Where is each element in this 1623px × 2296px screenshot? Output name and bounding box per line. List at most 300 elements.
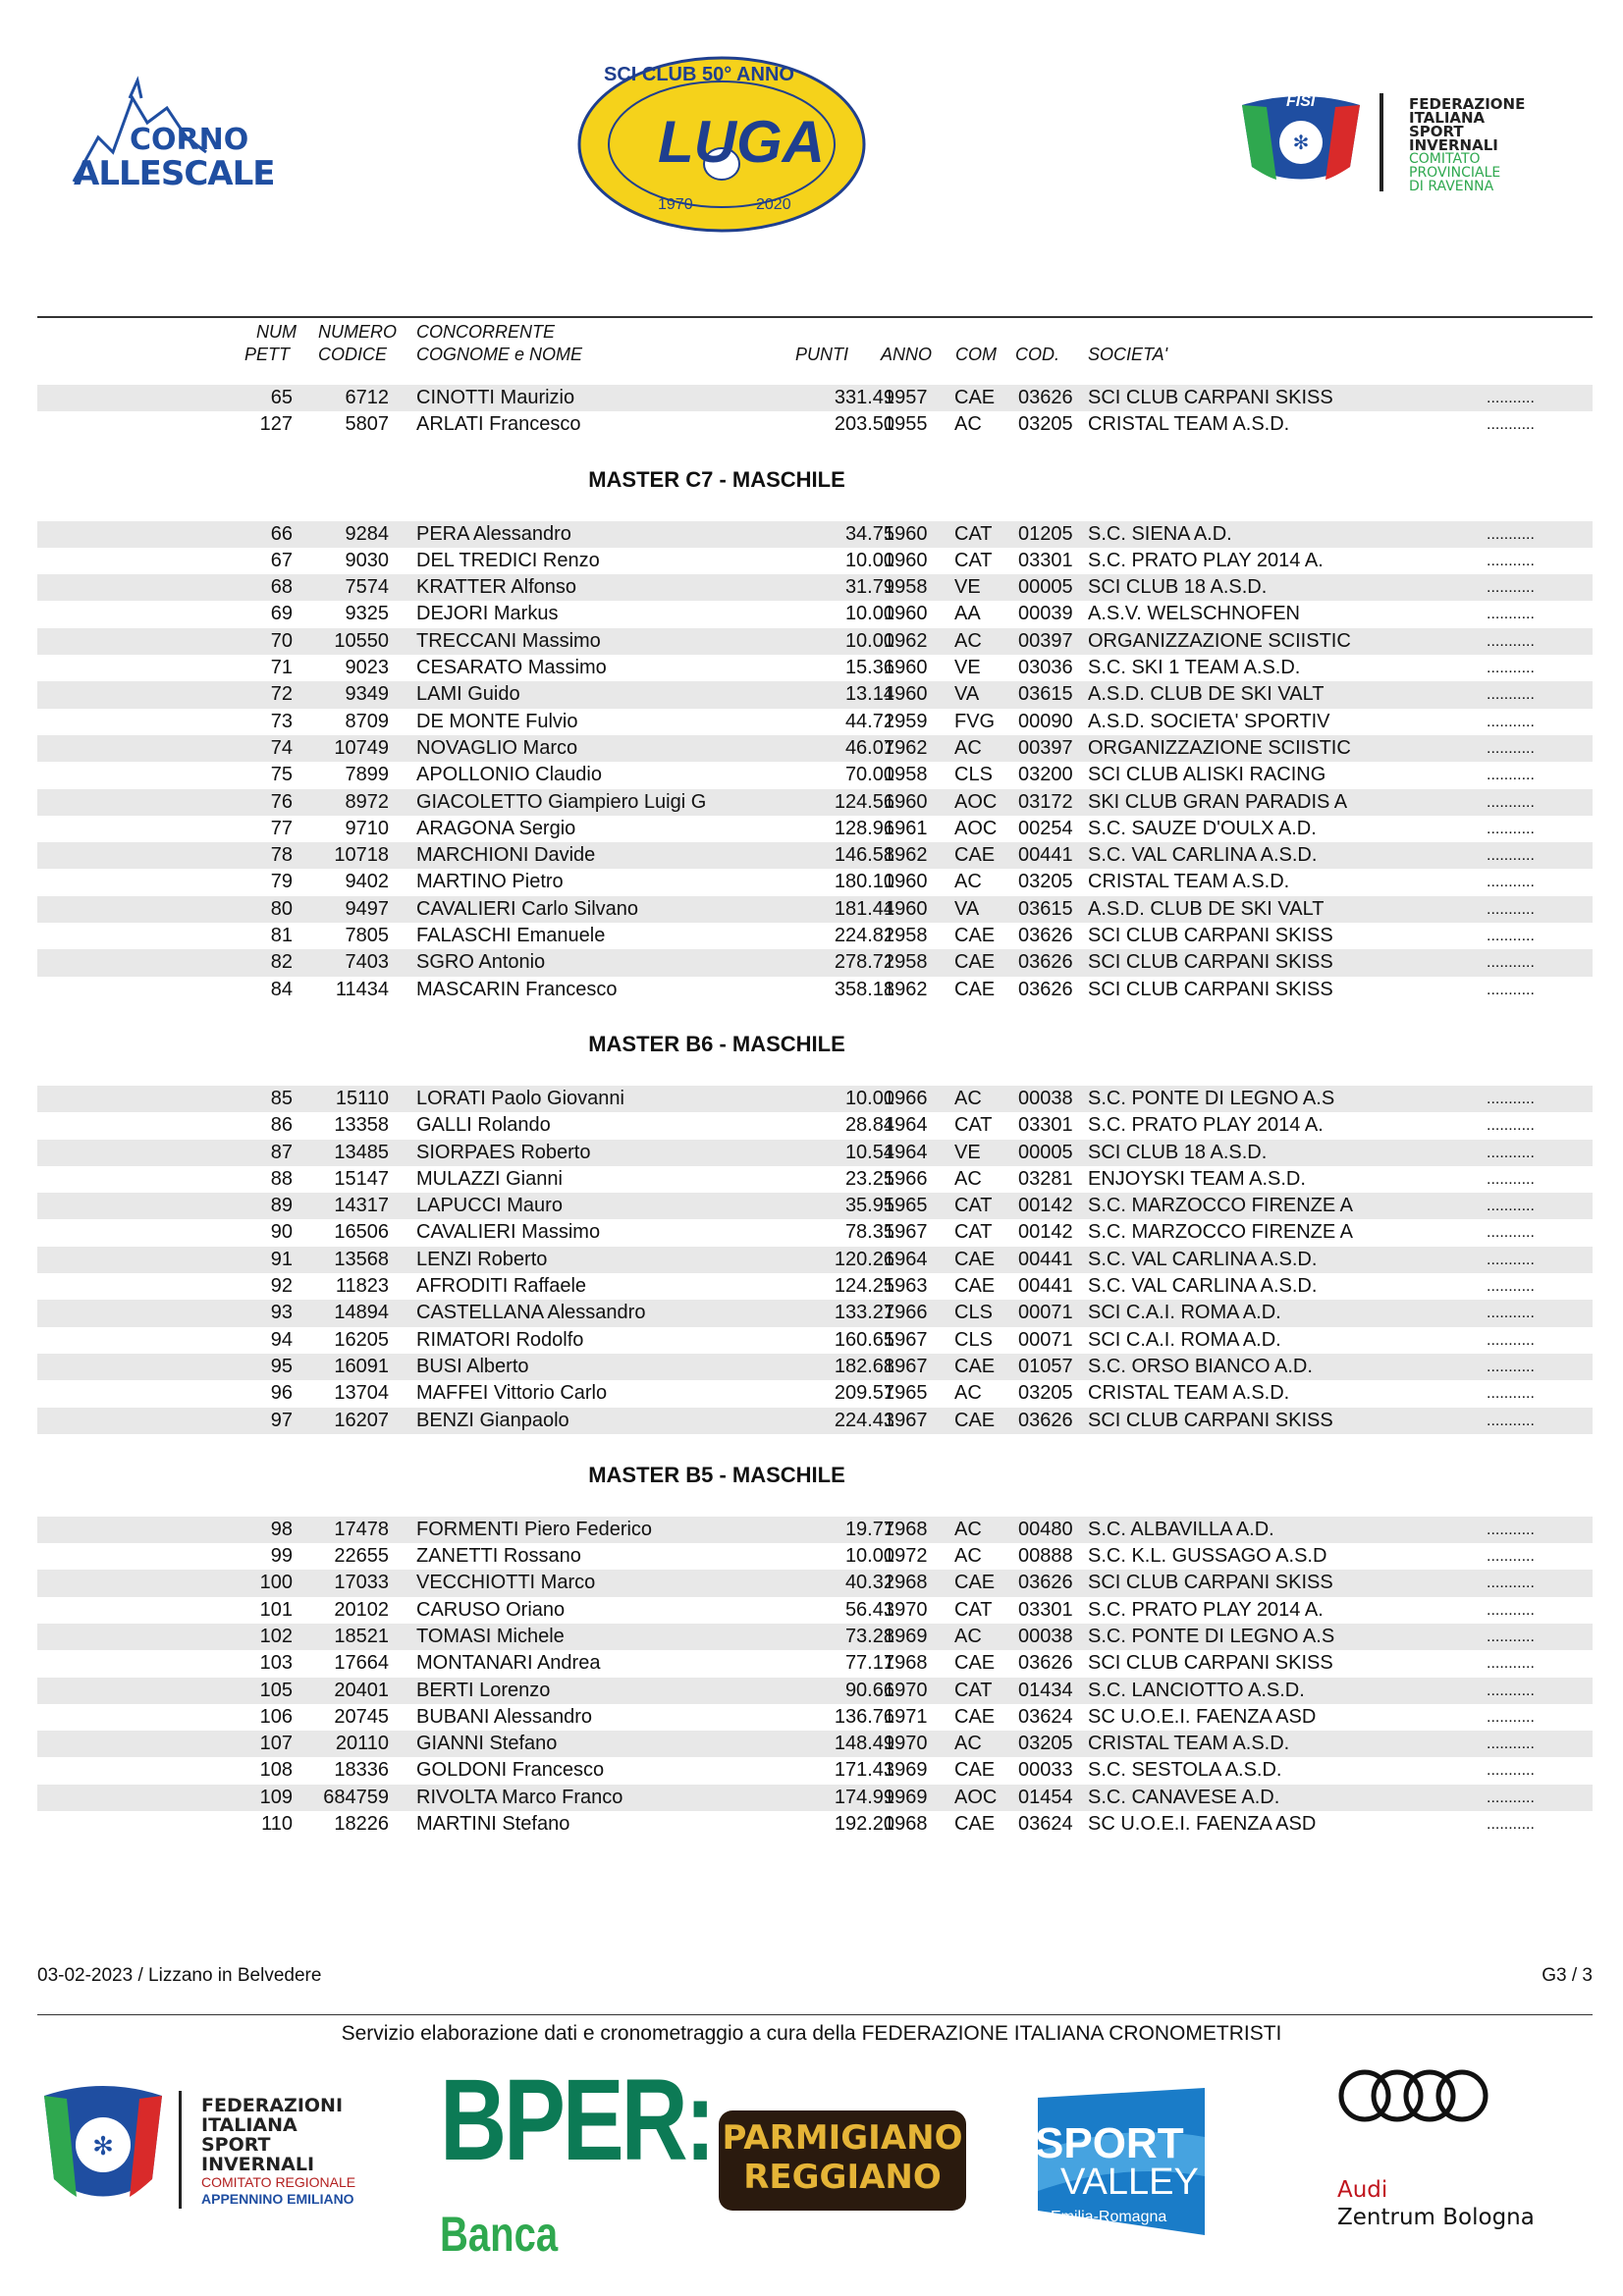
cell-name: AFRODITI Raffaele: [416, 1275, 587, 1298]
cell-code: 9710: [345, 817, 389, 839]
cell-com: CLS: [954, 1328, 993, 1351]
cell-name: ZANETTI Rossano: [416, 1545, 581, 1568]
cell-code: 5807: [345, 413, 389, 436]
cell-cod: 03205: [1018, 413, 1073, 436]
col-punti: PUNTI: [795, 345, 848, 364]
cell-pett: 91: [270, 1248, 293, 1270]
cell-cod: 00254: [1018, 817, 1073, 839]
cell-cod: 01434: [1018, 1679, 1073, 1701]
cell-code: 14894: [334, 1302, 389, 1324]
cell-dots: ...........: [1487, 767, 1535, 784]
cell-name: MULAZZI Gianni: [416, 1167, 563, 1190]
table-row: [37, 789, 1593, 816]
cell-com: CAT: [954, 1195, 993, 1217]
cell-dots: ...........: [1487, 793, 1535, 811]
cell-pts: 73.28: [844, 1625, 894, 1647]
cell-soc: S.C. VAL CARLINA A.S.D.: [1088, 1248, 1318, 1270]
cell-name: FORMENTI Piero Federico: [416, 1518, 653, 1540]
cell-name: SGRO Antonio: [416, 951, 546, 974]
cell-soc: SCI C.A.I. ROMA A.D.: [1088, 1302, 1281, 1324]
cell-anno: 1964: [884, 1141, 928, 1163]
cell-com: CAE: [954, 1572, 996, 1594]
cell-com: CAT: [954, 549, 993, 571]
cell-dots: ...........: [1487, 713, 1535, 730]
cell-soc: ENJOYSKI TEAM A.S.D.: [1088, 1167, 1306, 1190]
table-row: [37, 385, 1593, 411]
cell-pett: 90: [270, 1221, 293, 1244]
cell-soc: SCI CLUB CARPANI SKISS: [1088, 387, 1333, 408]
cell-cod: 03626: [1018, 387, 1073, 408]
table-row: [37, 655, 1593, 681]
cell-pett: 84: [270, 978, 293, 1000]
cell-name: DEJORI Markus: [416, 603, 559, 625]
cell-name: PERA Alessandro: [416, 522, 571, 545]
cell-com: CAE: [954, 1409, 996, 1431]
cell-name: DEL TREDICI Renzo: [416, 549, 600, 571]
cell-soc: SC U.O.E.I. FAENZA ASD: [1088, 1813, 1317, 1836]
cell-pett: 105: [259, 1679, 293, 1701]
cell-dots: ...........: [1487, 820, 1535, 837]
cell-soc: S.C. ALBAVILLA A.D.: [1088, 1518, 1274, 1540]
cell-com: CAE: [954, 1759, 996, 1782]
cell-soc: A.S.D. CLUB DE SKI VALT: [1088, 683, 1325, 706]
corno-logo-line2: ALLESCALE: [74, 154, 275, 193]
cell-cod: 03301: [1018, 1598, 1073, 1621]
cell-com: CAE: [954, 387, 996, 408]
cell-pett: 100: [259, 1572, 293, 1594]
parmigiano-line2: REGGIANO: [743, 2158, 942, 2197]
cell-code: 18336: [334, 1759, 389, 1782]
bper-logo-text: BPER:: [440, 2056, 713, 2185]
cell-pett: 102: [259, 1625, 293, 1647]
cell-com: CAE: [954, 1705, 996, 1728]
cell-cod: 00397: [1018, 736, 1073, 759]
cell-pts: 174.99: [834, 1786, 894, 1808]
section-title: MASTER B6 - MASCHILE: [588, 1031, 845, 1056]
cell-pett: 96: [270, 1382, 293, 1405]
cell-name: CARUSO Oriano: [416, 1598, 566, 1621]
cell-code: 9497: [345, 897, 389, 920]
cell-pett: 72: [270, 683, 293, 706]
sci-club-luga-logo: [574, 54, 869, 236]
sport-valley-line3: Emilia-Romagna: [1051, 2209, 1167, 2225]
cell-pts: 224.82: [834, 925, 894, 947]
cell-pts: 13.14: [844, 683, 894, 706]
cell-name: CAVALIERI Massimo: [416, 1221, 601, 1244]
cell-pett: 79: [270, 871, 293, 893]
cell-soc: SCI CLUB CARPANI SKISS: [1088, 925, 1333, 947]
cell-pett: 87: [270, 1141, 293, 1163]
cell-cod: 03626: [1018, 1572, 1073, 1594]
cell-anno: 1966: [884, 1302, 928, 1324]
cell-cod: 00441: [1018, 1275, 1073, 1298]
cell-anno: 1969: [884, 1786, 928, 1808]
cell-pett: 73: [270, 710, 293, 732]
cell-dots: ...........: [1487, 1548, 1535, 1566]
cell-name: CASTELLANA Alessandro: [416, 1302, 646, 1324]
cell-name: TOMASI Michele: [416, 1625, 565, 1647]
cell-name: MARTINO Pietro: [416, 871, 564, 893]
cell-anno: 1966: [884, 1087, 928, 1109]
cell-name: BUSI Alberto: [416, 1355, 529, 1377]
luga-ring-text: SCI CLUB 50° ANNO: [604, 64, 794, 85]
cell-cod: 03205: [1018, 871, 1073, 893]
cell-code: 7403: [345, 951, 389, 974]
cell-cod: 03624: [1018, 1813, 1073, 1836]
cell-name: CESARATO Massimo: [416, 657, 607, 679]
cell-cod: 03205: [1018, 1382, 1073, 1405]
table-row: [37, 1380, 1593, 1407]
cell-soc: S.C. CANAVESE A.D.: [1088, 1786, 1280, 1808]
cell-com: CAE: [954, 925, 996, 947]
table-row: [37, 1408, 1593, 1434]
cell-code: 9284: [345, 522, 389, 545]
cell-com: AOC: [954, 1786, 998, 1808]
cell-name: ARLATI Francesco: [416, 413, 581, 436]
cell-anno: 1964: [884, 1248, 928, 1270]
cell-anno: 1960: [884, 549, 928, 571]
table-row: [37, 735, 1593, 762]
cell-dots: ...........: [1487, 874, 1535, 891]
cell-name: KRATTER Alfonso: [416, 576, 577, 599]
cell-pett: 67: [270, 549, 293, 571]
cell-pts: 19.77: [844, 1518, 894, 1540]
cell-pts: 10.00: [844, 549, 894, 571]
cell-com: AC: [954, 1167, 982, 1190]
table-row: [37, 1219, 1593, 1246]
cell-dots: ...........: [1487, 1628, 1535, 1645]
cell-cod: 00005: [1018, 576, 1073, 599]
corno-alle-scale-logo: [69, 69, 295, 206]
cell-name: SIORPAES Roberto: [416, 1141, 591, 1163]
audi-zentrum-logo: [1335, 2066, 1591, 2243]
cell-pts: 10.00: [844, 1087, 894, 1109]
cell-pts: 31.79: [844, 576, 894, 599]
audi-rings-icon: [1335, 2066, 1492, 2125]
svg-text:✻: ✻: [1292, 133, 1310, 154]
table-row: [37, 842, 1593, 869]
cell-dots: ...........: [1487, 686, 1535, 704]
cell-code: 20745: [334, 1705, 389, 1728]
cell-cod: 01454: [1018, 1786, 1073, 1808]
cell-anno: 1960: [884, 790, 928, 813]
cell-anno: 1960: [884, 522, 928, 545]
cell-anno: 1970: [884, 1733, 928, 1755]
cell-cod: 03626: [1018, 925, 1073, 947]
cell-name: VECCHIOTTI Marco: [416, 1572, 596, 1594]
cell-dots: ...........: [1487, 1170, 1535, 1188]
table-row: [37, 548, 1593, 574]
cell-pett: 92: [270, 1275, 293, 1298]
cell-com: CAE: [954, 844, 996, 867]
cell-name: MARTINI Stefano: [416, 1813, 570, 1836]
cell-pts: 78.35: [844, 1221, 894, 1244]
table-row: [37, 601, 1593, 627]
cell-pts: 70.00: [844, 764, 894, 786]
table-row: [37, 574, 1593, 601]
cell-soc: S.C. VAL CARLINA A.S.D.: [1088, 1275, 1318, 1298]
table-row: [37, 923, 1593, 949]
cell-pts: 148.49: [834, 1733, 894, 1755]
cell-code: 9349: [345, 683, 389, 706]
table-row: [37, 1543, 1593, 1570]
table-row: [37, 628, 1593, 655]
cell-pts: 180.10: [834, 871, 894, 893]
luga-year-right: 2020: [756, 196, 791, 213]
cell-pts: 44.72: [844, 710, 894, 732]
cell-code: 9402: [345, 871, 389, 893]
cell-pett: 66: [270, 522, 293, 545]
cell-name: LAMI Guido: [416, 683, 520, 706]
cell-pett: 80: [270, 897, 293, 920]
cell-anno: 1964: [884, 1114, 928, 1137]
cell-pts: 46.07: [844, 736, 894, 759]
fisi-appennino-logo: [39, 2081, 363, 2218]
cell-name: BERTI Lorenzo: [416, 1679, 551, 1701]
cell-pts: 146.58: [834, 844, 894, 867]
cell-cod: 00039: [1018, 603, 1073, 625]
cell-pts: 133.27: [834, 1302, 894, 1324]
cell-cod: 00090: [1018, 710, 1073, 732]
cell-soc: SCI CLUB ALISKI RACING: [1088, 764, 1326, 786]
fisi-top-divider: [1380, 93, 1383, 191]
cell-pett: 68: [270, 576, 293, 599]
section-title: MASTER C7 - MASCHILE: [588, 466, 845, 492]
cell-com: CAT: [954, 1598, 993, 1621]
cell-name: ARAGONA Sergio: [416, 817, 576, 839]
cell-dots: ...........: [1487, 1762, 1535, 1780]
cell-soc: SCI CLUB CARPANI SKISS: [1088, 1652, 1333, 1675]
cell-com: CAE: [954, 951, 996, 974]
col-cod: COD.: [1015, 345, 1059, 364]
cell-cod: 00071: [1018, 1302, 1073, 1324]
cell-pts: 209.57: [834, 1382, 894, 1405]
cell-code: 13568: [334, 1248, 389, 1270]
table-row: [37, 1517, 1593, 1543]
cell-code: 18521: [334, 1625, 389, 1647]
cell-soc: CRISTAL TEAM A.S.D.: [1088, 871, 1290, 893]
cell-soc: SCI CLUB CARPANI SKISS: [1088, 1409, 1333, 1431]
table-row: [37, 762, 1593, 788]
cell-soc: S.C. PONTE DI LEGNO A.S: [1088, 1087, 1335, 1109]
cell-anno: 1966: [884, 1167, 928, 1190]
cell-pts: 15.36: [844, 657, 894, 679]
cell-name: APOLLONIO Claudio: [416, 764, 602, 786]
footer-page-number: G3 / 3: [1542, 1965, 1593, 1986]
cell-cod: 00888: [1018, 1545, 1073, 1568]
cell-cod: 00480: [1018, 1518, 1073, 1540]
cell-anno: 1957: [884, 387, 928, 408]
cell-code: 9023: [345, 657, 389, 679]
col-anno: ANNO: [881, 345, 933, 364]
cell-pts: 124.56: [834, 790, 894, 813]
cell-soc: S.C. K.L. GUSSAGO A.S.D: [1088, 1545, 1327, 1568]
cell-dots: ...........: [1487, 954, 1535, 972]
cell-cod: 00397: [1018, 629, 1073, 652]
cell-soc: S.C. SIENA A.D.: [1088, 522, 1232, 545]
table-row: [37, 816, 1593, 842]
cell-cod: 00142: [1018, 1221, 1073, 1244]
cell-dots: ...........: [1487, 1655, 1535, 1673]
table-row: [37, 1597, 1593, 1624]
cell-pts: 10.00: [844, 1545, 894, 1568]
table-row: [37, 1166, 1593, 1193]
cell-pett: 97: [270, 1409, 293, 1431]
cell-com: VA: [954, 897, 980, 920]
cell-com: AC: [954, 736, 982, 759]
cell-soc: ORGANIZZAZIONE SCIISTIC: [1088, 629, 1351, 652]
cell-pts: 40.32: [844, 1572, 894, 1594]
cell-soc: S.C. PRATO PLAY 2014 A.: [1088, 549, 1324, 571]
cell-anno: 1972: [884, 1545, 928, 1568]
cell-pett: 106: [259, 1705, 293, 1728]
cell-dots: ...........: [1487, 1735, 1535, 1753]
cell-pett: 99: [270, 1545, 293, 1568]
cell-cod: 03626: [1018, 1409, 1073, 1431]
cell-code: 16207: [334, 1409, 389, 1431]
col-num-pett-1: NUM: [256, 322, 297, 342]
table-row: [37, 1273, 1593, 1300]
cell-pett: 110: [261, 1813, 293, 1836]
table-row: [37, 1757, 1593, 1784]
cell-anno: 1960: [884, 683, 928, 706]
cell-pts: 203.50: [834, 413, 894, 436]
cell-com: CAT: [954, 1221, 993, 1244]
sport-valley-line2: VALLEY: [1060, 2162, 1199, 2203]
cell-dots: ...........: [1487, 928, 1535, 945]
cell-name: BUBANI Alessandro: [416, 1705, 592, 1728]
cell-code: 16091: [334, 1355, 389, 1377]
cell-com: CAT: [954, 522, 993, 545]
cell-soc: S.C. PRATO PLAY 2014 A.: [1088, 1598, 1324, 1621]
cell-anno: 1969: [884, 1759, 928, 1782]
cell-name: MASCARIN Francesco: [416, 978, 618, 1000]
fisi-top-label: FISI: [1286, 93, 1316, 110]
table-row: [37, 1112, 1593, 1139]
cell-cod: 03200: [1018, 764, 1073, 786]
cell-com: AC: [954, 1518, 982, 1540]
cell-dots: ...........: [1487, 1682, 1535, 1699]
cell-pts: 120.26: [834, 1248, 894, 1270]
cell-anno: 1971: [884, 1705, 928, 1728]
cell-soc: S.C. PRATO PLAY 2014 A.: [1088, 1114, 1324, 1137]
cell-cod: 00441: [1018, 844, 1073, 867]
cell-cod: 03036: [1018, 657, 1073, 679]
cell-code: 7899: [345, 764, 389, 786]
cell-anno: 1959: [884, 710, 928, 732]
cell-pett: 93: [270, 1302, 293, 1324]
cell-code: 13358: [334, 1114, 389, 1137]
cell-anno: 1960: [884, 603, 928, 625]
table-row: [37, 1247, 1593, 1273]
results-table: [37, 385, 1593, 1838]
cell-code: 11823: [335, 1275, 389, 1298]
cell-code: 17033: [334, 1572, 389, 1594]
cell-name: MARCHIONI Davide: [416, 844, 596, 867]
cell-pett: 88: [270, 1167, 293, 1190]
cell-com: AC: [954, 1087, 982, 1109]
cell-dots: ...........: [1487, 1224, 1535, 1242]
cell-pett: 71: [270, 657, 293, 679]
cell-code: 14317: [334, 1195, 389, 1217]
cell-soc: S.C. MARZOCCO FIRENZE A: [1088, 1221, 1354, 1244]
cell-cod: 03172: [1018, 790, 1073, 813]
cell-cod: 03301: [1018, 549, 1073, 571]
cell-pett: 103: [259, 1652, 293, 1675]
cell-cod: 03626: [1018, 1652, 1073, 1675]
bper-banca-text: Banca: [440, 2207, 559, 2262]
cell-com: CLS: [954, 764, 993, 786]
cell-code: 13704: [334, 1382, 389, 1405]
cell-dots: ...........: [1487, 552, 1535, 569]
cell-anno: 1968: [884, 1813, 928, 1836]
cell-name: NOVAGLIO Marco: [416, 736, 578, 759]
table-row: [37, 869, 1593, 895]
col-numero-codice-1: NUMERO: [318, 322, 397, 342]
cell-dots: ...........: [1487, 1278, 1535, 1296]
cell-soc: CRISTAL TEAM A.S.D.: [1088, 1733, 1290, 1755]
cell-cod: 00038: [1018, 1087, 1073, 1109]
cell-name: RIVOLTA Marco Franco: [416, 1786, 623, 1808]
cell-soc: A.S.D. CLUB DE SKI VALT: [1088, 897, 1325, 920]
cell-cod: 00142: [1018, 1195, 1073, 1217]
cell-com: VE: [954, 1141, 981, 1163]
cell-anno: 1958: [884, 576, 928, 599]
cell-cod: 03615: [1018, 897, 1073, 920]
cell-name: CINOTTI Maurizio: [416, 387, 575, 408]
cell-code: 16205: [334, 1328, 389, 1351]
cell-dots: ...........: [1487, 1090, 1535, 1107]
cell-dots: ...........: [1487, 1708, 1535, 1726]
cell-anno: 1962: [884, 629, 928, 652]
cell-pett: 75: [270, 764, 293, 786]
top-rule: [37, 316, 1593, 318]
cell-pett: 81: [270, 925, 293, 947]
cell-com: VA: [954, 683, 980, 706]
cell-code: 20102: [334, 1598, 389, 1621]
cell-dots: ...........: [1487, 390, 1535, 406]
cell-com: VE: [954, 576, 981, 599]
cell-com: CAE: [954, 1248, 996, 1270]
cell-name: GIANNI Stefano: [416, 1733, 558, 1755]
sport-valley-logo: [1033, 2083, 1210, 2240]
cell-cod: 03301: [1018, 1114, 1073, 1137]
cell-dots: ...........: [1487, 632, 1535, 650]
cell-anno: 1969: [884, 1625, 928, 1647]
cell-soc: S.C. SKI 1 TEAM A.S.D.: [1088, 657, 1301, 679]
cell-pett: 107: [259, 1733, 293, 1755]
table-row: [37, 1785, 1593, 1811]
cell-com: AA: [954, 603, 981, 625]
cell-pett: 127: [259, 413, 293, 436]
cell-code: 10718: [334, 844, 389, 867]
cell-name: LORATI Paolo Giovanni: [416, 1087, 624, 1109]
table-row: [37, 1300, 1593, 1326]
cell-soc: SC U.O.E.I. FAENZA ASD: [1088, 1705, 1317, 1728]
table-row: [37, 1354, 1593, 1380]
cell-name: GOLDONI Francesco: [416, 1759, 605, 1782]
table-row: [37, 1327, 1593, 1354]
col-numero-codice-2: CODICE: [318, 345, 388, 364]
cell-name: MAFFEI Vittorio Carlo: [416, 1382, 608, 1405]
cell-com: CAE: [954, 1652, 996, 1675]
sport-valley-line1: SPORT: [1035, 2119, 1184, 2167]
cell-anno: 1962: [884, 844, 928, 867]
cell-soc: SCI CLUB 18 A.S.D.: [1088, 576, 1268, 599]
col-concorrente-1: CONCORRENTE: [416, 322, 556, 342]
cell-code: 684759: [323, 1786, 389, 1808]
cell-com: CAE: [954, 1355, 996, 1377]
